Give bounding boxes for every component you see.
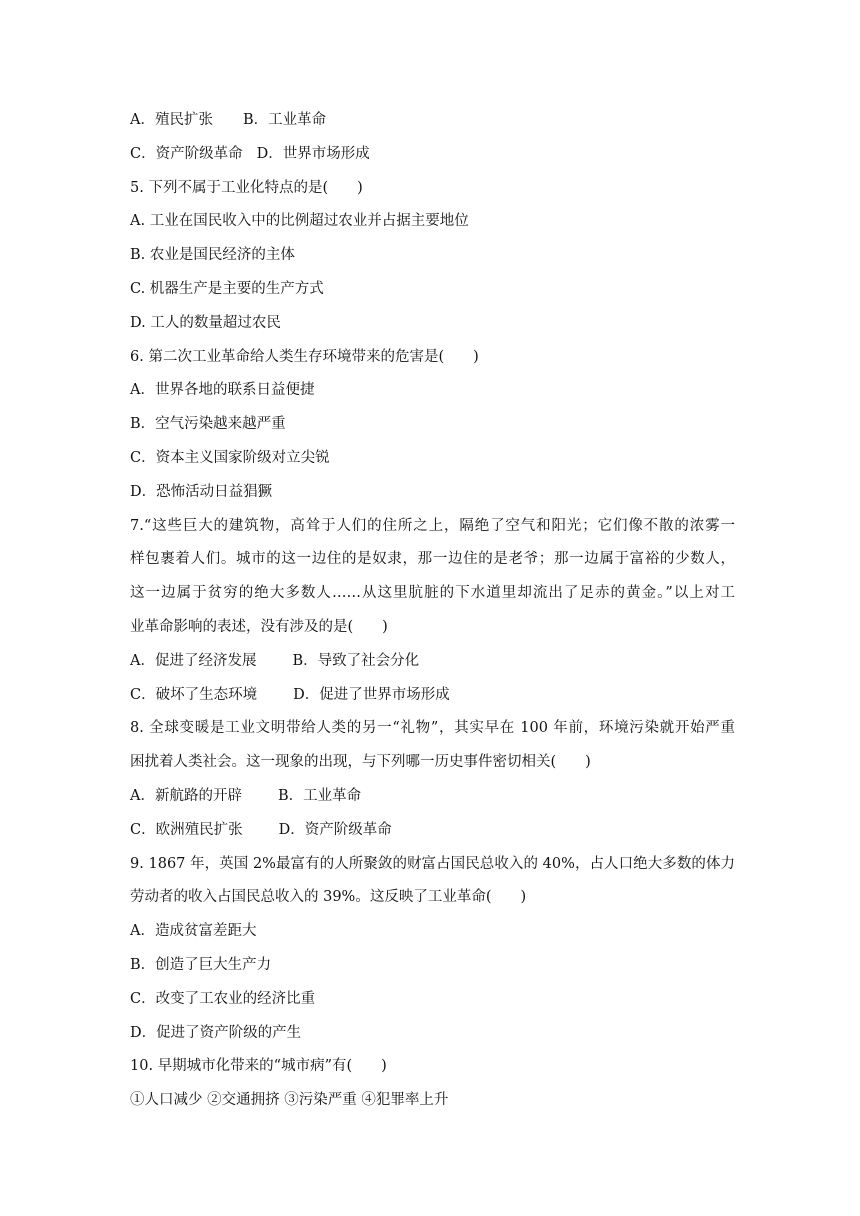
question-9-stem: 9. 1867 年，英国 2%最富有的人所聚敛的财富占国民总收入的 40%，占人口绝大多数的体力 (130, 855, 735, 872)
option-a: A．新航路的开辟 (130, 787, 242, 804)
option-row (130, 814, 735, 848)
option-b: B．空气污染越来越严重 (130, 416, 286, 433)
question-8-stem: 困扰着人类社会。这一现象的出现，与下列哪一历史事件密切相关( ) (130, 754, 591, 771)
option-c: C．欧洲殖民扩张 (130, 821, 243, 838)
question-6-stem: 6. 第二次工业革命给人类生存环境带来的危害是( ) (130, 348, 479, 365)
question-8-stem: 8. 全球变暖是工业文明带给人类的另一“礼物”，其实早在 100 年前，环境污染就开始严重 (130, 720, 735, 737)
option-b: B．工业革命 (242, 112, 327, 128)
option-row (130, 679, 735, 713)
question-5-stem: 5. 下列不属于工业化特点的是( ) (130, 179, 363, 196)
option-a: A．促进了经济发展 (130, 652, 257, 669)
option-d: D．促进了世界市场形成 (293, 686, 450, 703)
option-c: C．资本主义国家阶级对立尖锐 (130, 449, 330, 466)
question-10-stem: 10. 早期城市化带来的“城市病”有( ) (130, 1058, 387, 1075)
option-b: B．导致了社会分化 (292, 652, 420, 669)
option-d: D．恐怖活动日益猖獗 (130, 483, 273, 500)
option-a: A. 工业在国民收入中的比例超过农业并占据主要地位 (130, 213, 469, 230)
question-10-items: ①人口减少 ②交通拥挤 ③污染严重 ④犯罪率上升 (130, 1092, 449, 1109)
option-d: D．世界市场形成 (256, 145, 370, 162)
option-b: B．工业革命 (277, 787, 362, 804)
question-7-stem: 7.“这些巨大的建筑物，高耸于人们的住所之上，隔绝了空气和阳光；它们像不散的浓雾一 (130, 517, 735, 534)
option-b: B．创造了巨大生产力 (130, 956, 272, 973)
option-b: B. 农业是国民经济的主体 (130, 247, 295, 264)
option-row (130, 645, 735, 679)
option-row (130, 104, 735, 138)
option-d: D．促进了资产阶级的产生 (130, 1024, 302, 1041)
option-c: C．资产阶级革命 (130, 145, 243, 162)
question-9-stem: 劳动者的收入占国民总收入的 39%。这反映了工业革命( ) (130, 889, 527, 906)
option-row (130, 780, 735, 814)
option-d: D. 工人的数量超过农民 (130, 314, 281, 331)
question-7-stem: 样包裹着人们。城市的这一边住的是奴隶，那一边住的是老爷；那一边属于富裕的少数人， (130, 551, 735, 568)
question-7-stem: 业革命影响的表述，没有涉及的是( ) (130, 618, 388, 635)
option-a: A．殖民扩张 (130, 112, 213, 128)
option-d: D．资产阶级革命 (278, 821, 392, 838)
document-page (130, 104, 735, 1118)
option-a: A．世界各地的联系日益便捷 (130, 382, 315, 399)
option-row (130, 138, 735, 172)
option-c: C．改变了工农业的经济比重 (130, 990, 316, 1007)
option-a: A．造成贫富差距大 (130, 923, 257, 940)
option-c: C．破坏了生态环境 (130, 686, 258, 703)
question-7-stem: 这一边属于贫穷的绝大多数人……从这里肮脏的下水道里却流出了足赤的黄金。”以上对工 (130, 585, 735, 602)
option-c: C. 机器生产是主要的生产方式 (130, 280, 324, 297)
